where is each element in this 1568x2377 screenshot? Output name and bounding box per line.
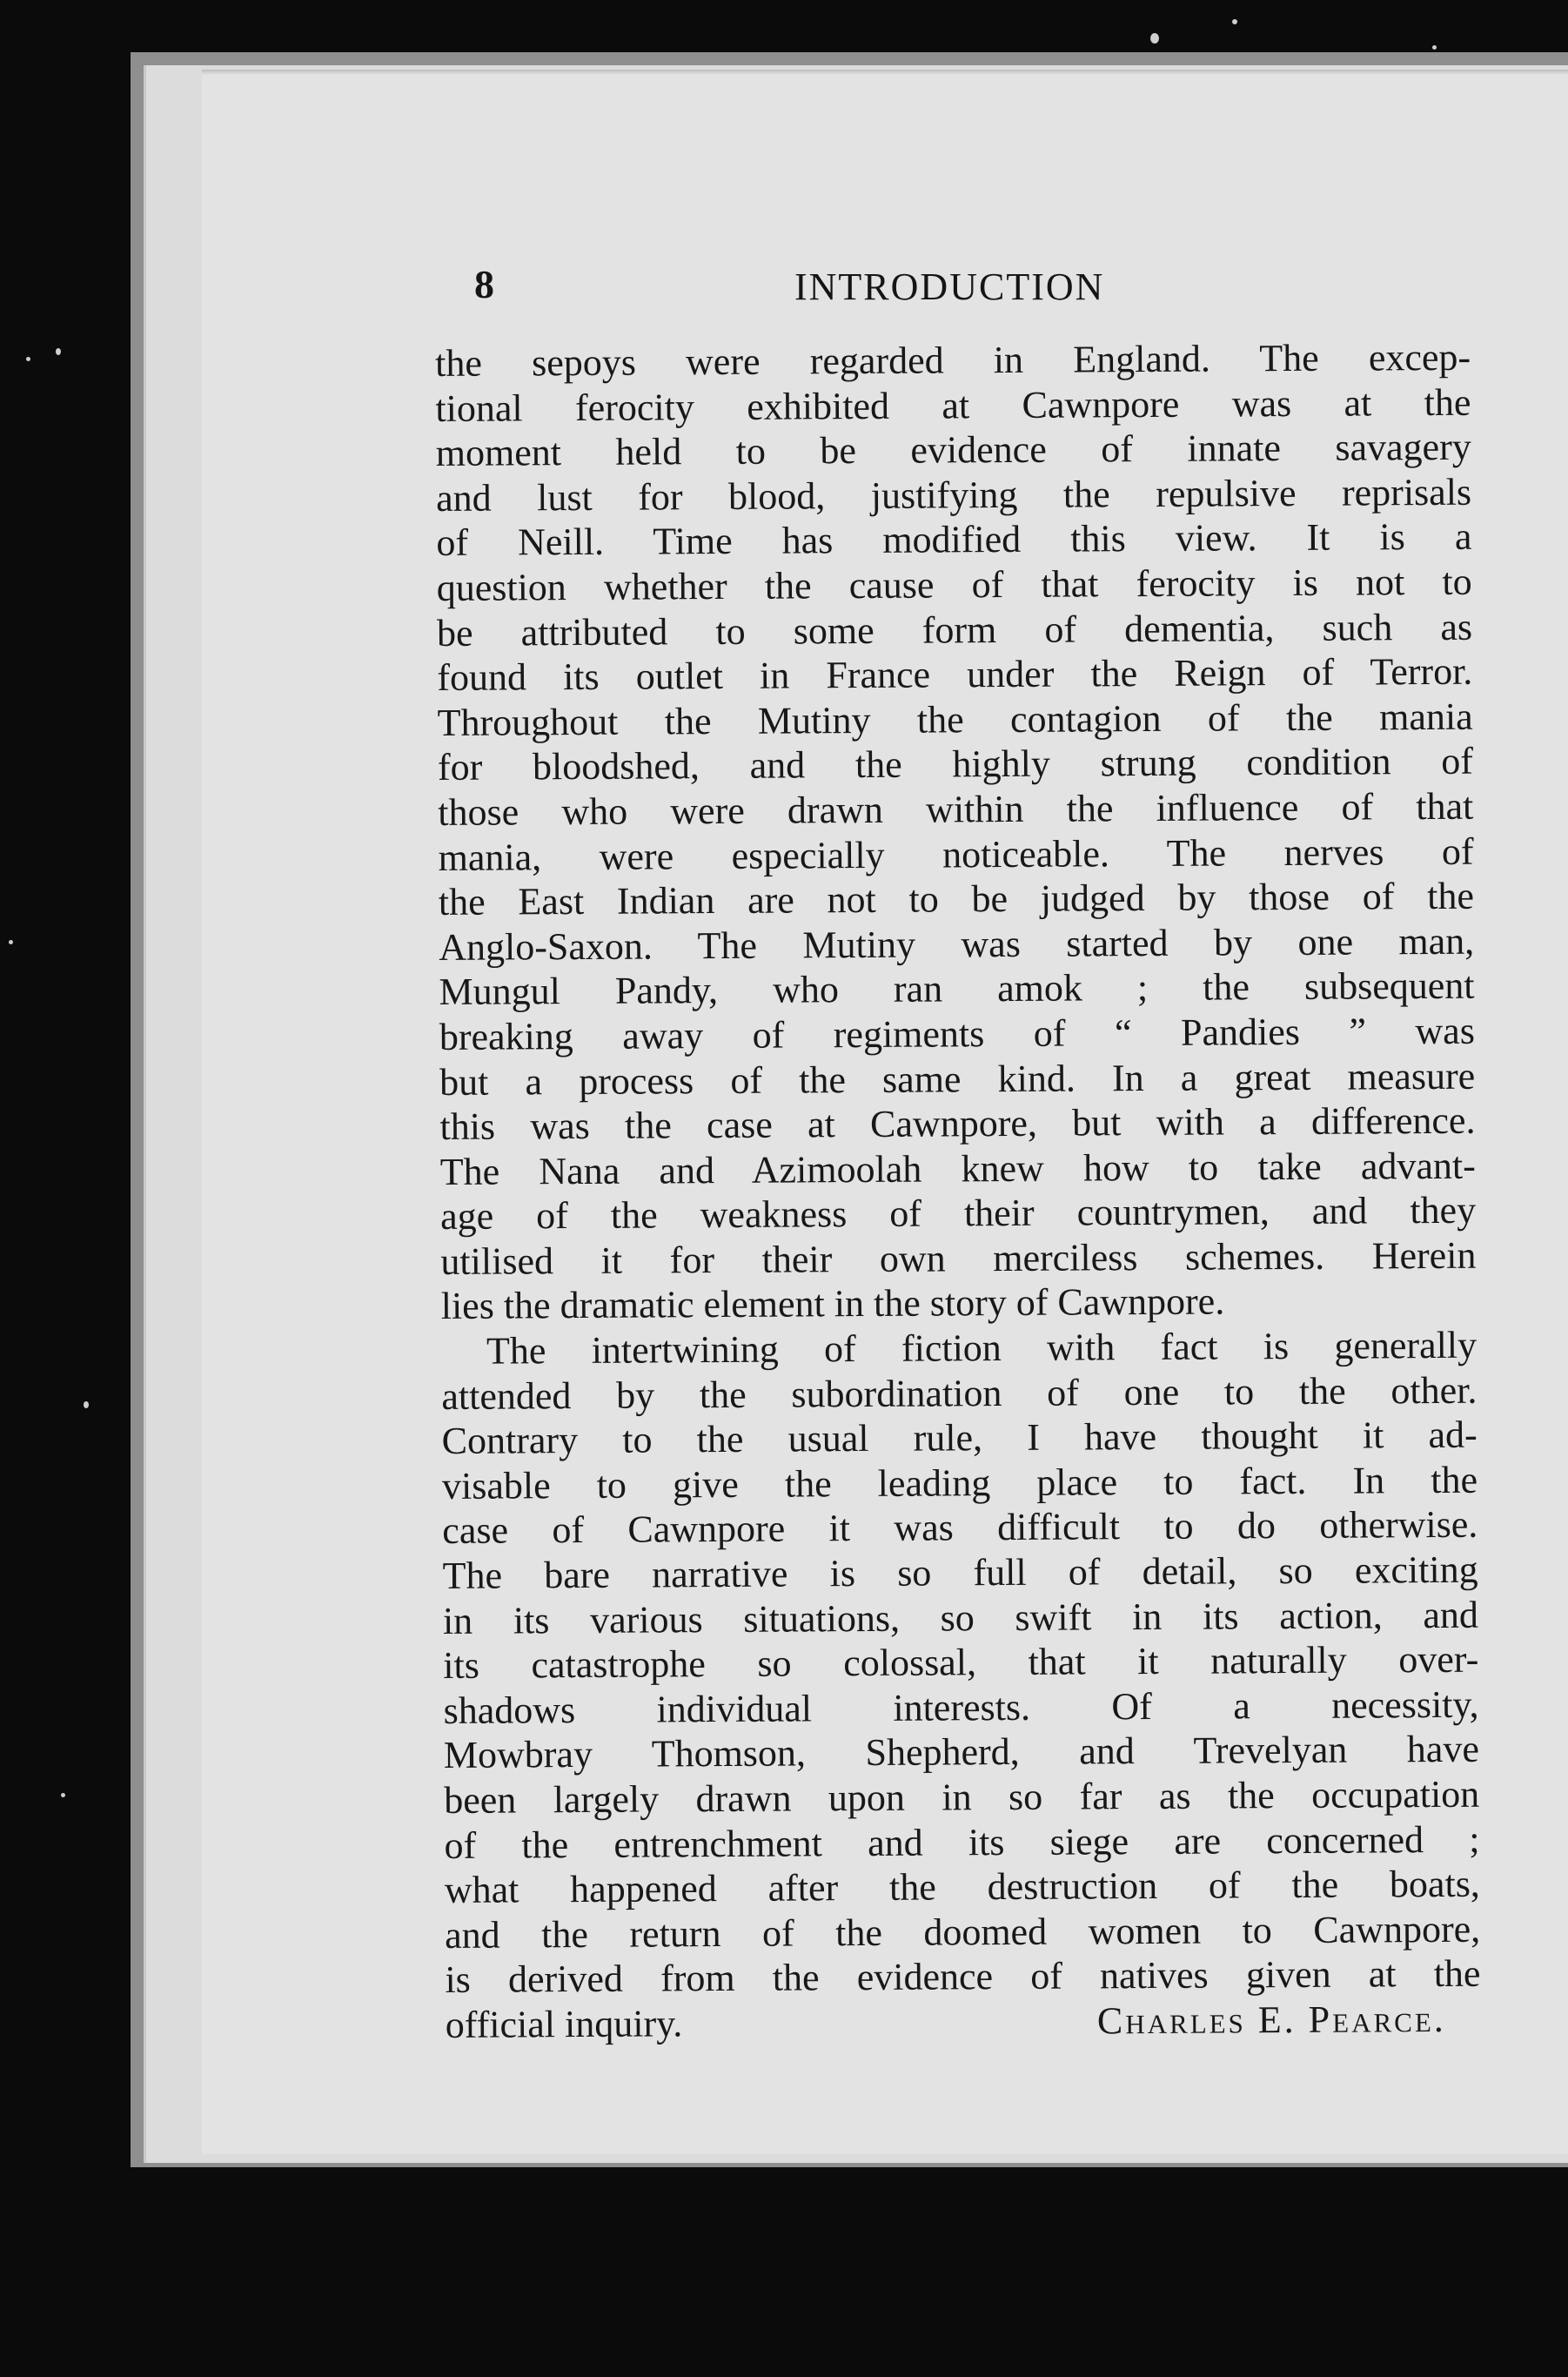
scan-speck — [1150, 33, 1159, 44]
text-line: its catastrophe so colossal, that it naturally over- — [443, 1637, 1479, 1688]
scan-speck — [1232, 19, 1237, 24]
scan-speck — [9, 940, 13, 944]
closing-line — [446, 1997, 1481, 2048]
text-line: be attributed to some form of dementia, such as — [436, 605, 1473, 655]
text-line: what happened after the destruction of the boats, — [444, 1862, 1480, 1912]
scan-speck — [26, 357, 30, 361]
text-line: mania, were especially noticeable. The nerves of — [438, 829, 1474, 879]
text-line: age of the weakness of their countrymen, and they — [439, 1188, 1477, 1239]
text-line: for bloodshed, and the highly strung condition of — [437, 740, 1474, 789]
text-line: attended by the subordination of one to the other. — [441, 1368, 1478, 1418]
final-text: official inquiry. — [445, 2002, 683, 2046]
text-line: in its various situations, so swift in its action, and — [442, 1593, 1479, 1642]
text-line: found its outlet in France under the Reign of Terror. — [437, 649, 1473, 700]
text-line: The intertwining of fiction with fact is generally — [486, 1323, 1478, 1373]
text-line: visable to give the leading place to fact. In the — [441, 1458, 1478, 1507]
text-line: the East Indian are not to be judged by those of the — [438, 874, 1475, 924]
page-header — [474, 261, 1457, 322]
author-signature: Charles E. Pearce. — [1096, 1997, 1446, 2043]
text-line: Throughout the Mutiny the contagion of the mania — [437, 695, 1473, 744]
text-line: Mungul Pandy, who ran amok ; the subsequent — [439, 964, 1475, 1014]
text-line: Contrary to the usual rule, I have thought it ad- — [441, 1413, 1478, 1463]
text-line: The bare narrative is so full of detail, so exciting — [442, 1548, 1478, 1598]
text-line: and the return of the doomed women to Cawnpore, — [445, 1907, 1481, 1957]
text-line: question whether the cause of that ferocity is not to — [436, 560, 1472, 609]
scan-speck — [84, 1401, 89, 1408]
text-line: lies the dramatic element in the story of Cawnpore. — [440, 1279, 1225, 1328]
text-line: utilised it for their own merciless schemes. Herein — [440, 1233, 1477, 1283]
scan-speck — [56, 348, 61, 355]
text-line: this was the case at Cawnpore, but with a difference. — [439, 1098, 1476, 1149]
page-number: 8 — [474, 262, 494, 306]
text-line: is derived from the evidence of natives given at the — [445, 1952, 1481, 2002]
text-line: shadows individual interests. Of a necessity, — [443, 1682, 1479, 1732]
text-line: of the entrenchment and its siege are concerned ; — [444, 1817, 1480, 1867]
text-line: Mowbray Thomson, Shepherd, and Trevelyan have — [443, 1728, 1480, 1777]
text-line: those who were drawn within the influence of that — [438, 784, 1474, 834]
running-head: INTRODUCTION — [794, 265, 1105, 308]
text-line: moment held to be evidence of innate savagery — [435, 425, 1471, 475]
text-line: the sepoys were regarded in England. The excep- — [435, 335, 1471, 385]
text-line: breaking away of regiments of “ Pandies ” was — [439, 1009, 1476, 1058]
text-line: tional ferocity exhibited at Cawnpore was at the — [435, 380, 1471, 430]
text-line: of Neill. Time has modified this view. It is a — [436, 515, 1472, 565]
text-line: and lust for blood, justifying the repulsive reprisals — [435, 470, 1472, 520]
text-line: The Nana and Azimoolah knew how to take advant- — [439, 1144, 1476, 1193]
text-line: Anglo-Saxon. The Mutiny was started by one man, — [439, 919, 1475, 969]
text-line: case of Cawnpore it was difficult to do otherwise. — [442, 1503, 1478, 1553]
scan-speck — [1432, 45, 1437, 50]
text-line: but a process of the same kind. In a great measure — [439, 1054, 1476, 1104]
body-text — [435, 335, 1481, 2048]
text-line: been largely drawn upon in so far as the occupation — [444, 1772, 1480, 1822]
scan-speck — [61, 1793, 65, 1797]
